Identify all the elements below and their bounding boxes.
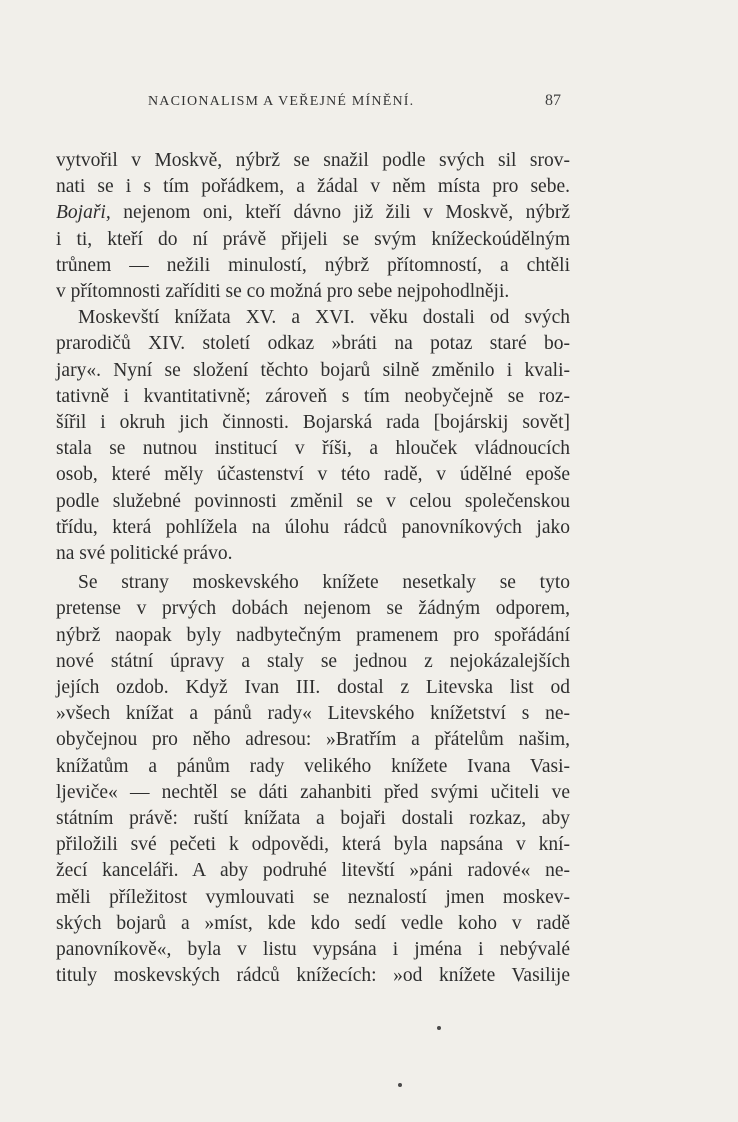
text-line: třídu, která pohlížela na úlohu rádců panovníkových jako bbox=[56, 516, 570, 538]
text-line: pretense v prvých dobách nejenom se žádným odporem, bbox=[56, 598, 570, 620]
paragraph-2 bbox=[56, 305, 570, 567]
paragraph-1 bbox=[56, 148, 570, 305]
ink-speck bbox=[437, 1026, 441, 1030]
italic-word: Bojaři, bbox=[56, 202, 111, 224]
text-line: podle služebné povinnosti změnil se v celou společenskou bbox=[56, 490, 570, 512]
text-line: obyčejnou pro něho adresou: »Bratřím a přátelům našim, bbox=[56, 729, 570, 751]
text-line: panovníkově«, byla v listu vypsána i jména i nebývalé bbox=[56, 939, 570, 961]
text-line: nové státní úpravy a staly se jednou z nejokázalejších bbox=[56, 650, 570, 672]
text-line: na své politické právo. bbox=[56, 543, 233, 565]
text-line: jejích ozdob. Když Ivan III. dostal z Litevska list od bbox=[56, 677, 570, 699]
text-line: jary«. Nyní se složení těchto bojarů silně změnilo i kvali- bbox=[56, 359, 570, 381]
text-line: tativně i kvantitativně; zároveň s tím neobyčejně se roz- bbox=[56, 385, 570, 407]
text-line: přiložili své pečeti k odpovědi, která byla napsána v kní- bbox=[56, 834, 570, 856]
text-line: i ti, kteří do ní právě přijeli se svým knížeckoúdělným bbox=[56, 228, 570, 250]
ink-speck bbox=[398, 1083, 402, 1087]
text-line: ljeviče« — nechtěl se dáti zahanbiti před svými učiteli ve bbox=[56, 781, 570, 803]
text-line: »všech knížat a pánů rady« Litevského knížetství s ne- bbox=[56, 703, 570, 725]
text-line: osob, které měly účastenství v této radě, v údělné epoše bbox=[56, 464, 570, 486]
text-line: tituly moskevských rádců knížecích: »od knížete Vasilije bbox=[56, 965, 570, 987]
body-text bbox=[56, 148, 570, 990]
text-line: šířil i okruh jich činnosti. Bojarská rada [bojárskij sovět] bbox=[56, 412, 570, 434]
running-head: NACIONALISM A VEŘEJNÉ MÍNĚNÍ. bbox=[148, 94, 415, 109]
paragraph-3 bbox=[56, 570, 570, 989]
text-line: Moskevští knížata XV. a XVI. věku dostali od svých bbox=[78, 307, 570, 329]
text-line bbox=[56, 200, 570, 226]
text-line: stala se nutnou institucí v říši, a hlouček vládnoucích bbox=[56, 438, 570, 460]
text-line: vytvořil v Moskvě, nýbrž se snažil podle svých sil srov- bbox=[56, 150, 570, 171]
text-line: v přítomnosti zaříditi se co možná pro sebe nejpohodlněji. bbox=[56, 281, 510, 303]
text-line: trůnem — nežili minulostí, nýbrž přítomností, a chtěli bbox=[56, 254, 570, 276]
text-line: knížatům a pánům rady velikého knížete Ivana Vasi- bbox=[56, 755, 570, 777]
text-line-rest: nejenom oni, kteří dávno již žili v Moskvě, nýbrž bbox=[110, 202, 570, 224]
text-line: ských bojarů a »míst, kde kdo sedí vedle koho v radě bbox=[56, 912, 570, 934]
text-line: nýbrž naopak byly nadbytečným pramenem pro spořádání bbox=[56, 624, 570, 646]
text-line: státním právě: ruští knížata a bojaři dostali rozkaz, aby bbox=[56, 808, 570, 830]
text-line: žecí kanceláři. A aby podruhé litevští »páni radové« ne- bbox=[56, 860, 570, 882]
page-number: 87 bbox=[545, 92, 561, 109]
text-line: Se strany moskevského knížete nesetkaly se tyto bbox=[78, 572, 570, 594]
text-line: prarodičů XIV. století odkaz »bráti na potaz staré bo- bbox=[56, 333, 570, 355]
text-line: měli příležitost vymlouvati se neznalostí jmen moskev- bbox=[56, 886, 570, 908]
text-line: nati se i s tím pořádkem, a žádal v něm místa pro sebe. bbox=[56, 176, 570, 198]
